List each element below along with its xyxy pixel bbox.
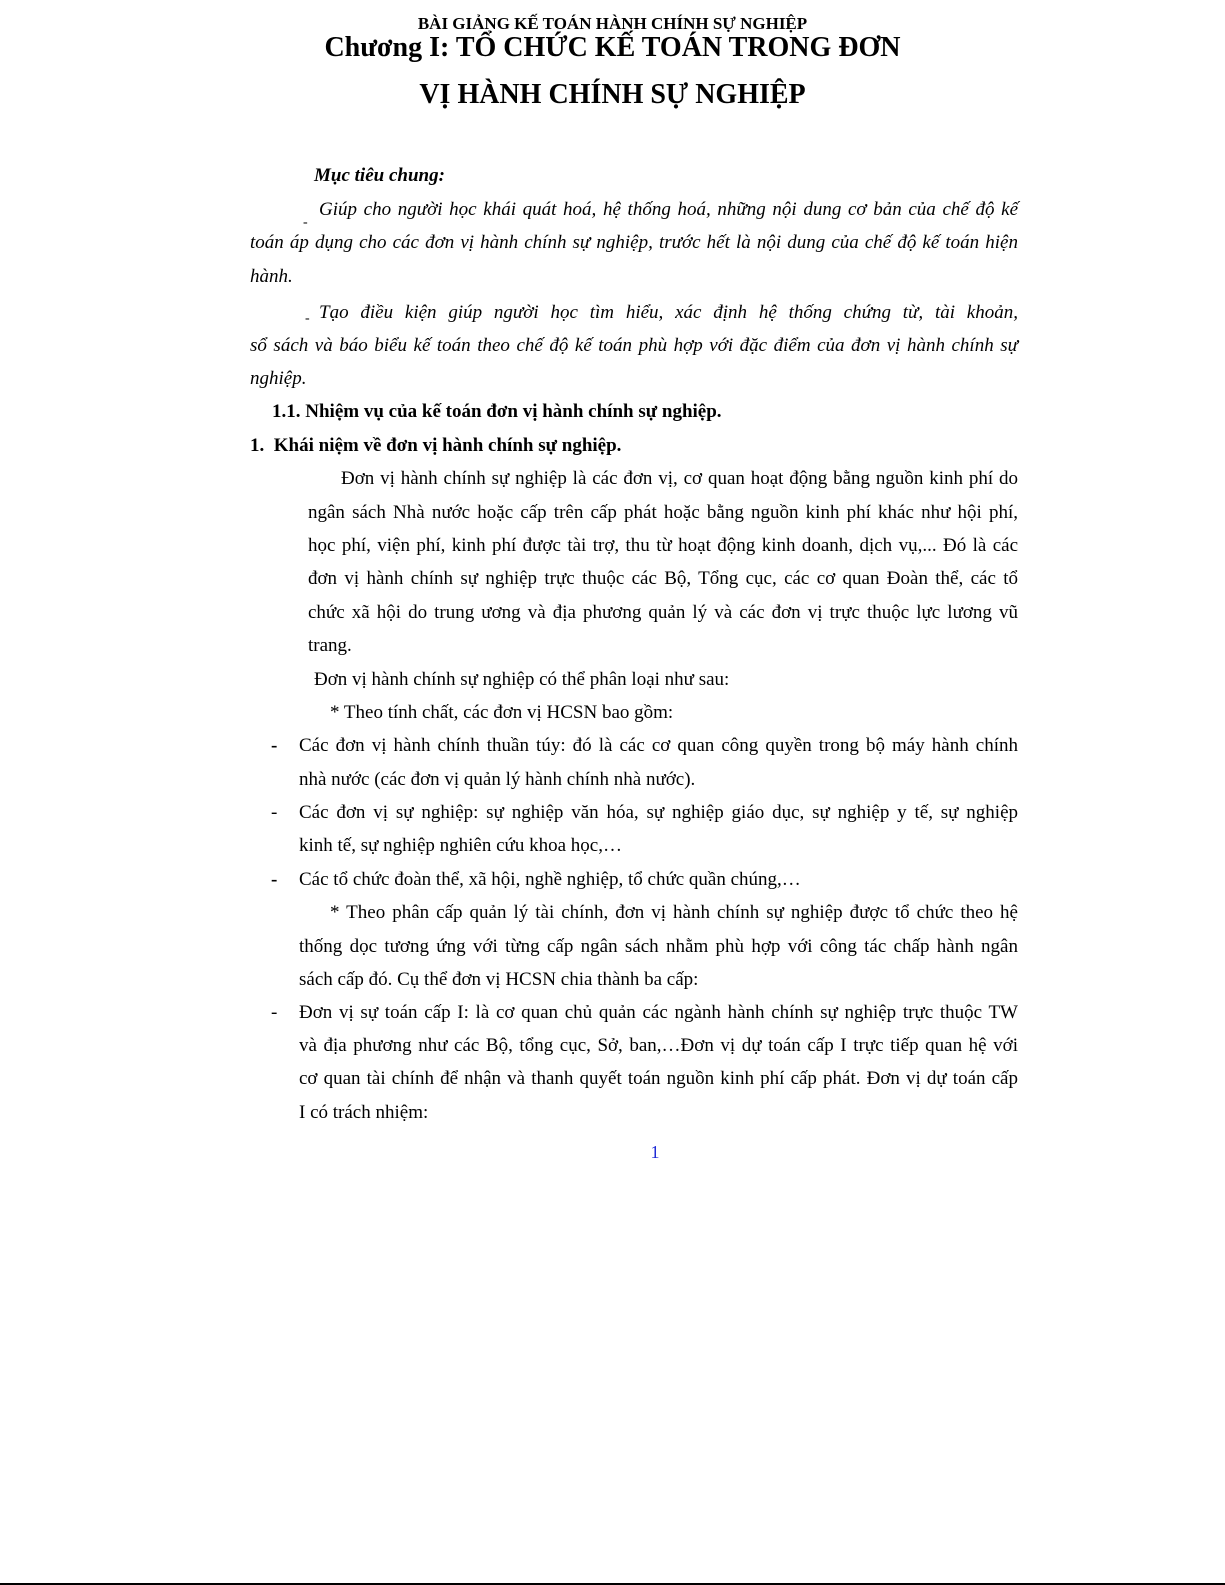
concept-line4: đơn vị hành chính sự nghiệp trực thuộc các Bộ, Tổng cục, các cơ quan Đoàn thể, các tổ <box>308 568 1018 589</box>
by-finance-line2: thống dọc tương ứng với từng cấp ngân sách nhằm phù hợp với công tác chấp hành ngân <box>299 936 1018 957</box>
objective-2-line1: Tạo điều kiện giúp người học tìm hiểu, xác định hệ thống chứng từ, tài khoản, <box>319 302 1018 323</box>
concept-line6: trang. <box>308 635 352 656</box>
by-finance-line1: * Theo phân cấp quản lý tài chính, đơn vị hành chính sự nghiệp được tổ chức theo hệ <box>330 902 1018 923</box>
level1-line1: Đơn vị sự toán cấp I: là cơ quan chủ quản các ngành hành chính sự nghiệp trực thuộc TW <box>299 1002 1018 1023</box>
section-heading-1: 1. Khái niệm về đơn vị hành chính sự nghiệp. <box>250 435 622 456</box>
bullet-1-line1: Các đơn vị hành chính thuần túy: đó là các cơ quan công quyền trong bộ máy hành chính <box>299 735 1018 756</box>
bullet-2-line1: Các đơn vị sự nghiệp: sự nghiệp văn hóa, sự nghiệp giáo dục, sự nghiệp y tế, sự nghiệp <box>299 802 1018 823</box>
chapter-title-line1: Chương I: TỔ CHỨC KẾ TOÁN TRONG ĐƠN <box>324 32 901 63</box>
concept-line5: chức xã hội do trung ương và địa phương quản lý và các đơn vị trực thuộc lực lương vũ <box>308 602 1018 623</box>
concept-line1: Đơn vị hành chính sự nghiệp là các đơn vị, cơ quan hoạt động bằng nguồn kinh phí do <box>341 468 1018 489</box>
objectives-heading: Mục tiêu chung: <box>314 165 445 186</box>
level1-line4: I có trách nhiệm: <box>299 1102 429 1123</box>
concept-line3: học phí, viện phí, kinh phí được tài trợ, thu từ hoạt động kinh doanh, dịch vụ,... Đó là các <box>308 535 1018 556</box>
level1-line3: cơ quan tài chính để nhận và thanh quyết toán nguồn kinh phí cấp phát. Đơn vị dự toán cấp <box>299 1068 1018 1089</box>
chapter-title-line2: VỊ HÀNH CHÍNH SỰ NGHIỆP <box>419 79 806 110</box>
document-header: BÀI GIẢNG KẾ TOÁN HÀNH CHÍNH SỰ NGHIỆP <box>417 14 808 33</box>
bullet-dash-3: - <box>271 869 278 890</box>
objective-1-line3: hành. <box>250 266 293 287</box>
concept-line2: ngân sách Nhà nước hoặc cấp trên cấp phát hoặc bằng nguồn kinh phí khác như hội phí, <box>308 502 1018 523</box>
bullet-1-line2: nhà nước (các đơn vị quản lý hành chính nhà nước). <box>299 769 696 790</box>
page-number: 1 <box>650 1142 660 1162</box>
bullet-dash-1: - <box>271 735 278 756</box>
objective-1-line1: Giúp cho người học khái quát hoá, hệ thống hoá, những nội dung cơ bản của chế độ kế <box>319 199 1018 220</box>
classification-intro: Đơn vị hành chính sự nghiệp có thể phân loại như sau: <box>314 669 730 690</box>
by-finance-line3: sách cấp đó. Cụ thể đơn vị HCSN chia thành ba cấp: <box>299 969 699 990</box>
objective-2-line3: nghiệp. <box>250 368 307 389</box>
by-nature-heading: * Theo tính chất, các đơn vị HCSN bao gồm: <box>330 702 674 723</box>
section-heading-1-1: 1.1. Nhiệm vụ của kế toán đơn vị hành chính sự nghiệp. <box>272 401 722 422</box>
objective-dash-2: - <box>305 311 310 326</box>
objective-dash-1: - <box>303 215 308 230</box>
bullet-dash-4: - <box>271 1002 278 1023</box>
objective-2-line2: sổ sách và báo biểu kế toán theo chế độ kế toán phù hợp với đặc điểm của đơn vị hành chính sự <box>250 335 1018 356</box>
bullet-dash-2: - <box>271 802 278 823</box>
level1-line2: và địa phương như các Bộ, tổng cục, Sở, ban,…Đơn vị dự toán cấp I trực tiếp quan hệ với <box>299 1035 1018 1056</box>
bullet-2-line2: kinh tế, sự nghiệp nghiên cứu khoa học,… <box>299 835 622 856</box>
bullet-3-line1: Các tổ chức đoàn thể, xã hội, nghề nghiệp, tổ chức quần chúng,… <box>299 869 801 890</box>
objective-1-line2: toán áp dụng cho các đơn vị hành chính sự nghiệp, trước hết là nội dung của chế độ kế toán hiện <box>250 232 1018 253</box>
